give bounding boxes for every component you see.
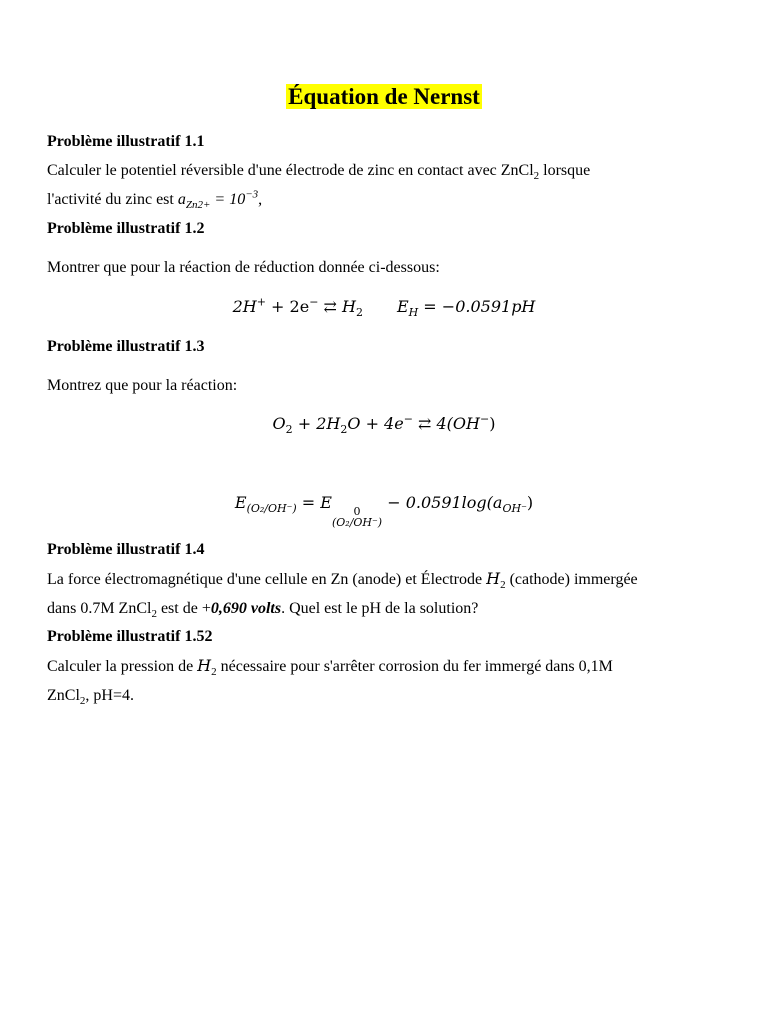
problem-heading: Problème illustratif 1.52 — [47, 628, 213, 645]
equation-hydrogen-reduction — [0, 295, 768, 320]
problem-text-line — [47, 371, 237, 400]
text-segment: l'activité du zinc est — [47, 191, 178, 208]
problem-text-line — [47, 681, 613, 710]
math-text: 2H — [232, 297, 257, 316]
subscript: 2 — [79, 695, 86, 708]
subscript: 2 — [355, 306, 363, 320]
problem-heading: Problème illustratif 1.3 — [47, 338, 205, 355]
problem-text-line — [47, 594, 638, 623]
text-segment: Montrer que pour la réaction de réduction donnée ci-dessous: — [47, 259, 440, 276]
superscript: − — [403, 412, 413, 426]
problem-1-2 — [47, 214, 204, 243]
subscript: H — [408, 306, 419, 320]
math-text: ) — [526, 493, 534, 512]
problem-heading: Problème illustratif 1.4 — [47, 541, 205, 558]
math-variable: H — [341, 297, 356, 316]
math-variable: a — [177, 191, 186, 208]
text-segment: . Quel est le pH de la solution? — [281, 600, 479, 617]
text-segment: est de + — [156, 600, 211, 617]
math-text: − 0.0591log(a — [382, 493, 503, 512]
math-text: + 2e — [265, 297, 310, 316]
problem-1-4 — [47, 535, 638, 623]
subscript: Zn2+ — [185, 199, 211, 212]
text-segment: (cathode) immergée — [505, 571, 638, 588]
math-text: ) — [489, 414, 496, 433]
super-sub-stack — [332, 506, 382, 528]
math-text: = 10 — [210, 191, 246, 208]
superscript: − — [309, 295, 319, 309]
math-text: ⇄ 4(OH — [412, 414, 480, 433]
text-segment: , — [258, 191, 263, 208]
title-highlight: Équation de Nernst — [288, 84, 480, 109]
math-text: = −0.0591pH — [418, 297, 536, 316]
page-title — [0, 84, 768, 110]
equilibrium-arrow: ⇄ — [318, 297, 342, 316]
subscript: 2 — [340, 423, 348, 437]
equation-oxygen-reduction — [0, 412, 768, 437]
problem-text-line — [47, 156, 590, 185]
subscript: 2 — [533, 170, 540, 183]
emphasized-value: 0,690 volts — [210, 600, 282, 617]
math-text: = E — [296, 493, 332, 512]
math-variable: H — [197, 656, 212, 675]
equation-nernst-oxygen — [0, 493, 768, 528]
text-segment: nécessaire pour s'arrêter corrosion du fer immergé dans 0,1M — [216, 658, 613, 675]
math-text: + 2H — [292, 414, 341, 433]
math-variable: E — [396, 297, 409, 316]
text-segment: La force électromagnétique d'une cellule en Zn (anode) et Électrode — [47, 571, 487, 588]
text-segment: Montrez que pour la réaction: — [47, 377, 238, 394]
superscript: −3 — [245, 188, 259, 201]
superscript: − — [480, 412, 490, 426]
math-variable: E — [234, 493, 247, 512]
problem-text-line — [47, 253, 440, 282]
subscript: 2 — [500, 579, 506, 592]
problem-heading: Problème illustratif 1.1 — [47, 133, 205, 150]
problem-1-3 — [47, 332, 204, 361]
problem-1-52 — [47, 622, 613, 710]
subscript: OH⁻ — [502, 502, 527, 516]
problem-text-line — [47, 651, 613, 681]
text-segment: dans 0.7M ZnCl — [47, 600, 152, 617]
text-segment: Calculer la pression de — [47, 658, 198, 675]
subscript: 2 — [211, 666, 217, 679]
problem-text-line — [47, 564, 638, 594]
subscript: 2 — [151, 608, 157, 621]
subscript: (O₂/OH⁻) — [331, 516, 383, 529]
text-segment: , pH=4. — [85, 687, 134, 704]
text-segment: Calculer le potentiel réversible d'une électrode de zinc en contact avec ZnCl — [47, 162, 534, 179]
math-variable: O — [272, 414, 286, 433]
subscript: (O₂/OH⁻) — [246, 502, 297, 516]
math-text: O + 4e — [347, 414, 404, 433]
problem-heading: Problème illustratif 1.2 — [47, 220, 205, 237]
superscript: + — [256, 295, 266, 309]
problem-1-1 — [47, 127, 590, 214]
text-segment: ZnCl — [47, 687, 80, 704]
superscript: 0 — [353, 505, 361, 518]
subscript: 2 — [285, 423, 293, 437]
text-segment: lorsque — [539, 162, 591, 179]
math-variable: H — [486, 569, 501, 588]
problem-text-line — [47, 185, 590, 214]
